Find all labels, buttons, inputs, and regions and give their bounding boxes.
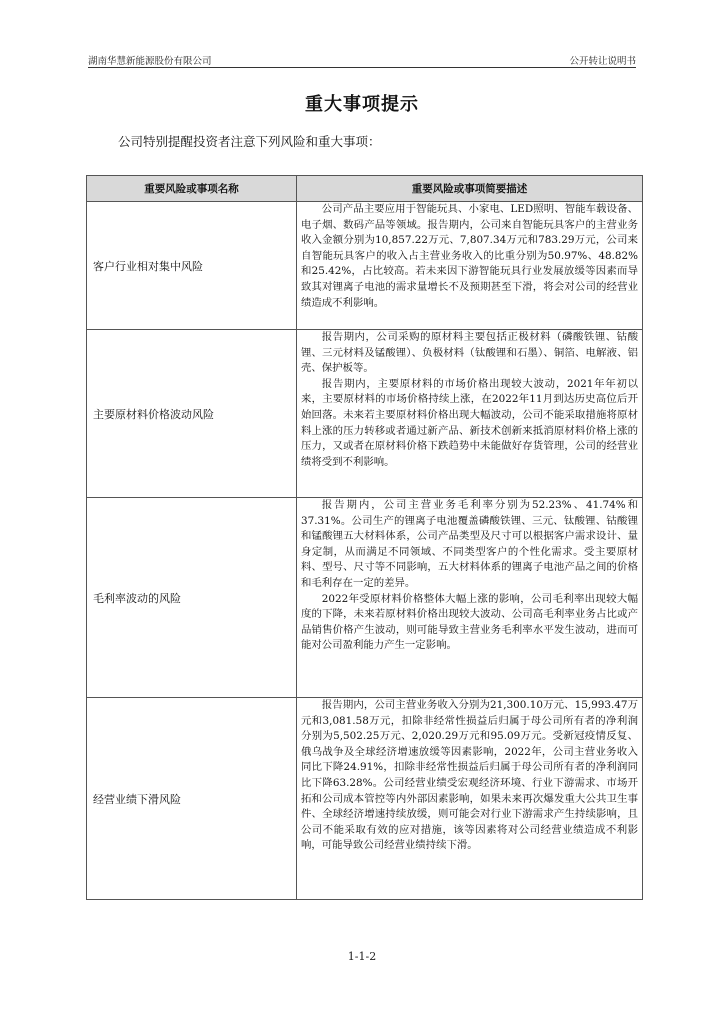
table-row bbox=[87, 330, 643, 498]
header-company-name: 湖南华慧新能源股份有限公司 bbox=[88, 56, 212, 67]
risk-table bbox=[86, 175, 643, 900]
column-header-name: 重要风险或事项名称 bbox=[87, 176, 297, 202]
description-paragraph: 报告期内，主要原材料的市场价格出现较大波动，2021年年初以来，主要原材料的市场价格持续上涨，在2022年11月到达历史高位后开始回落。未来若主要原材料价格出现大幅波动，公司不能采取措施将原材料上涨的压力转移或者通过新产品、新技术创新来抵消原材料价格上涨的压力，又或者在原材料价格下跌趋势中未能做好存货管理，公司的经营业绩将受到不利影响。 bbox=[301, 377, 638, 468]
risk-description bbox=[297, 498, 643, 698]
risk-description bbox=[297, 330, 643, 498]
description-paragraph: 公司产品主要应用于智能玩具、小家电、LED照明、智能车载设备、电子烟、数码产品等领域。报告期内，公司来自智能玩具客户的主营业务收入金额分别为10,857.22万元、7,807.34万元和783.29万元，公司来自智能玩具客户的收入占主营业务收入的比重分别为50.97%、48.82%和25.42%，占比较高。若未来因下游智能玩具行业发展放缓等因素而导致其对锂离子电池的需求量增长不及预期甚至下滑，将会对公司的经营业绩造成不利影响。 bbox=[301, 203, 638, 309]
risk-name: 毛利率波动的风险 bbox=[87, 498, 297, 698]
page-number: 1-1-2 bbox=[347, 950, 377, 963]
risk-description bbox=[297, 698, 643, 900]
risk-description bbox=[297, 202, 643, 330]
intro-text: 公司特别提醒投资者注意下列风险和重大事项： bbox=[118, 134, 381, 149]
description-paragraph: 报告期内，公司主营业务毛利率分别为52.23%、41.74%和37.31%。公司生产的锂离子电池覆盖磷酸铁锂、三元、钛酸锂、钴酸锂和锰酸锂五大材料体系，公司产品类型及尺寸可以根据客户需求设计、量身定制，从而满足不同领域、不同类型客户的个性化需求。受主要原材料、型号、尺寸等不同影响，五大材料体系的锂离子电池产品之间的价格和毛利存在一定的差异。 bbox=[301, 499, 638, 589]
table-row bbox=[87, 698, 643, 900]
description-paragraph: 报告期内，公司采购的原材料主要包括正极材料（磷酸铁锂、钴酸锂、三元材料及锰酸锂）、负极材料（钛酸锂和石墨）、铜箔、电解液、铝壳、保护板等。 bbox=[301, 331, 638, 375]
risk-name: 主要原材料价格波动风险 bbox=[87, 330, 297, 498]
table-row bbox=[87, 202, 643, 330]
header-divider bbox=[88, 67, 636, 68]
risk-name: 客户行业相对集中风险 bbox=[87, 202, 297, 330]
table-row bbox=[87, 498, 643, 698]
description-paragraph: 2022年受原材料价格整体大幅上涨的影响，公司毛利率出现较大幅度的下降，未来若原材料价格出现较大波动、公司高毛利率业务占比或产品销售价格产生波动，则可能导致主营业务毛利率水平发生波动，进而可能对公司盈利能力产生一定影响。 bbox=[301, 592, 638, 652]
risk-name: 经营业绩下滑风险 bbox=[87, 698, 297, 900]
page-title: 重大事项提示 bbox=[305, 94, 419, 115]
header-document-type: 公开转让说明书 bbox=[569, 56, 636, 67]
running-header bbox=[88, 53, 636, 67]
table-header-row bbox=[87, 176, 643, 202]
description-paragraph: 报告期内，公司主营业务收入分别为21,300.10万元、15,993.47万元和3,081.58万元，扣除非经常性损益后归属于母公司所有者的净利润分别为5,502.25万元、2,020.29万元和95.09万元。受新冠疫情反复、俄乌战争及全球经济增速放缓等因素影响，2022年，公司主营业务收入同比下降24.91%，扣除非经常性损益后归属于母公司所有者的净利润同比下降63.28%。公司经营业绩受宏观经济环境、行业下游需求、市场开拓和公司成本管控等内外部因素影响，如果未来再次爆发重大公共卫生事件、全球经济增速持续放缓，则可能会对行业下游需求产生持续影响，且公司不能采取有效的应对措施，该等因素将对公司经营业绩造成不利影响，可能导致公司经营业绩持续下滑。 bbox=[301, 699, 638, 852]
column-header-description: 重要风险或事项简要描述 bbox=[297, 176, 643, 202]
